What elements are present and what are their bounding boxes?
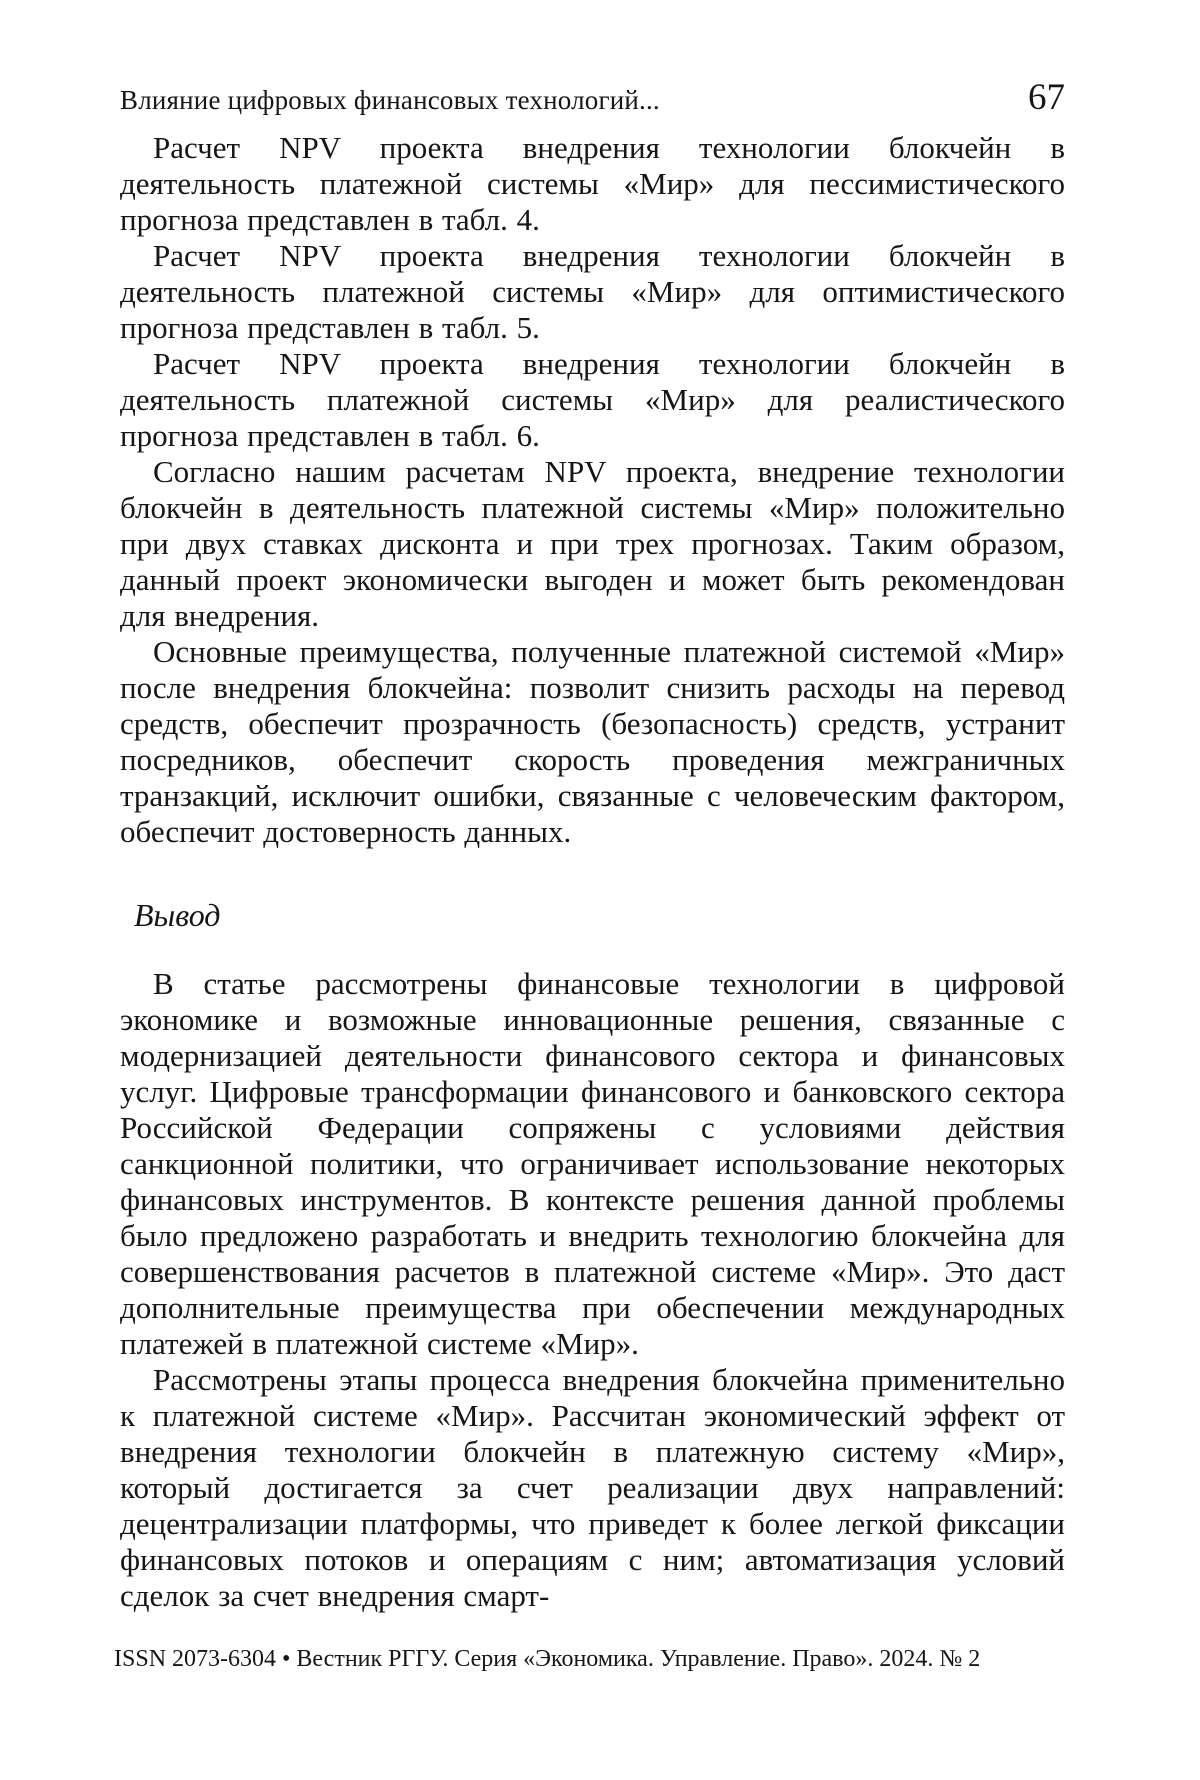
conclusion-paragraph: В статье рассмотрены финансовые технологии в цифровой экономике и возможные инновационные решения, связанные с модернизацией деятельности финансового сектора и финансовых услуг. Цифровые трансформации финансового и банковского сектора Российской Федерации сопряжены с условиями действия санкционной политики, что ограничивает использование некоторых финансовых инструментов. В контексте решения данной проблемы было предложено разработать и внедрить технологию блокчейна для совершенствования расчетов в платежной системе «Мир». Это даст дополнительные преимущества при обеспечении международных платежей в платежной системе «Мир». — [120, 966, 1065, 1361]
page-header — [120, 76, 1065, 119]
body-paragraph: Расчет NPV проекта внедрения технологии блокчейн в деятельность платежной системы «Мир» для реалистического прогноза представлен в табл. 6. — [120, 346, 1065, 453]
page-number: 67 — [1028, 77, 1065, 118]
body-paragraph: Основные преимущества, полученные платежной системой «Мир» после внедрения блокчейна: позволит снизить расходы на перевод средств, обеспечит прозрачность (безопасность) средств, устранит посредников, обеспечит скорость проведения межграничных транзакций, исключит ошибки, связанные с человеческим фактором, обеспечит достоверность данных. — [120, 634, 1065, 849]
body-paragraph: Расчет NPV проекта внедрения технологии блокчейн в деятельность платежной системы «Мир» для оптимистического прогноза представлен в табл. 5. — [120, 238, 1065, 345]
body-paragraph: Согласно нашим расчетам NPV проекта, внедрение технологии блокчейн в деятельность платежной системы «Мир» положительно при двух ставках дисконта и при трех прогнозах. Таким образом, данный проект экономически выгоден и может быть рекомендован для внедрения. — [120, 454, 1065, 633]
page-footer — [114, 1644, 1074, 1674]
conclusion-section-heading: Вывод — [134, 897, 221, 933]
conclusion-paragraph: Рассмотрены этапы процесса внедрения блокчейна применительно к платежной системе «Мир». Рассчитан экономический эффект от внедрения технологии блокчейн в платежную систему «Мир», который достигается за счет реализации двух направлений: децентрализации платформы, что приведет к более легкой фиксации финансовых потоков и операциям с ним; автоматизация условий сделок за счет внедрения смарт- — [120, 1362, 1065, 1613]
body-paragraph: Расчет NPV проекта внедрения технологии блокчейн в деятельность платежной системы «Мир» для пессимистического прогноза представлен в табл. 4. — [120, 130, 1065, 237]
journal-issn-line: ISSN 2073-6304 • Вестник РГГУ. Серия «Экономика. Управление. Право». 2024. № 2 — [114, 1646, 981, 1672]
running-title: Влияние цифровых финансовых технологий... — [120, 85, 660, 115]
article-body — [120, 130, 1065, 1614]
